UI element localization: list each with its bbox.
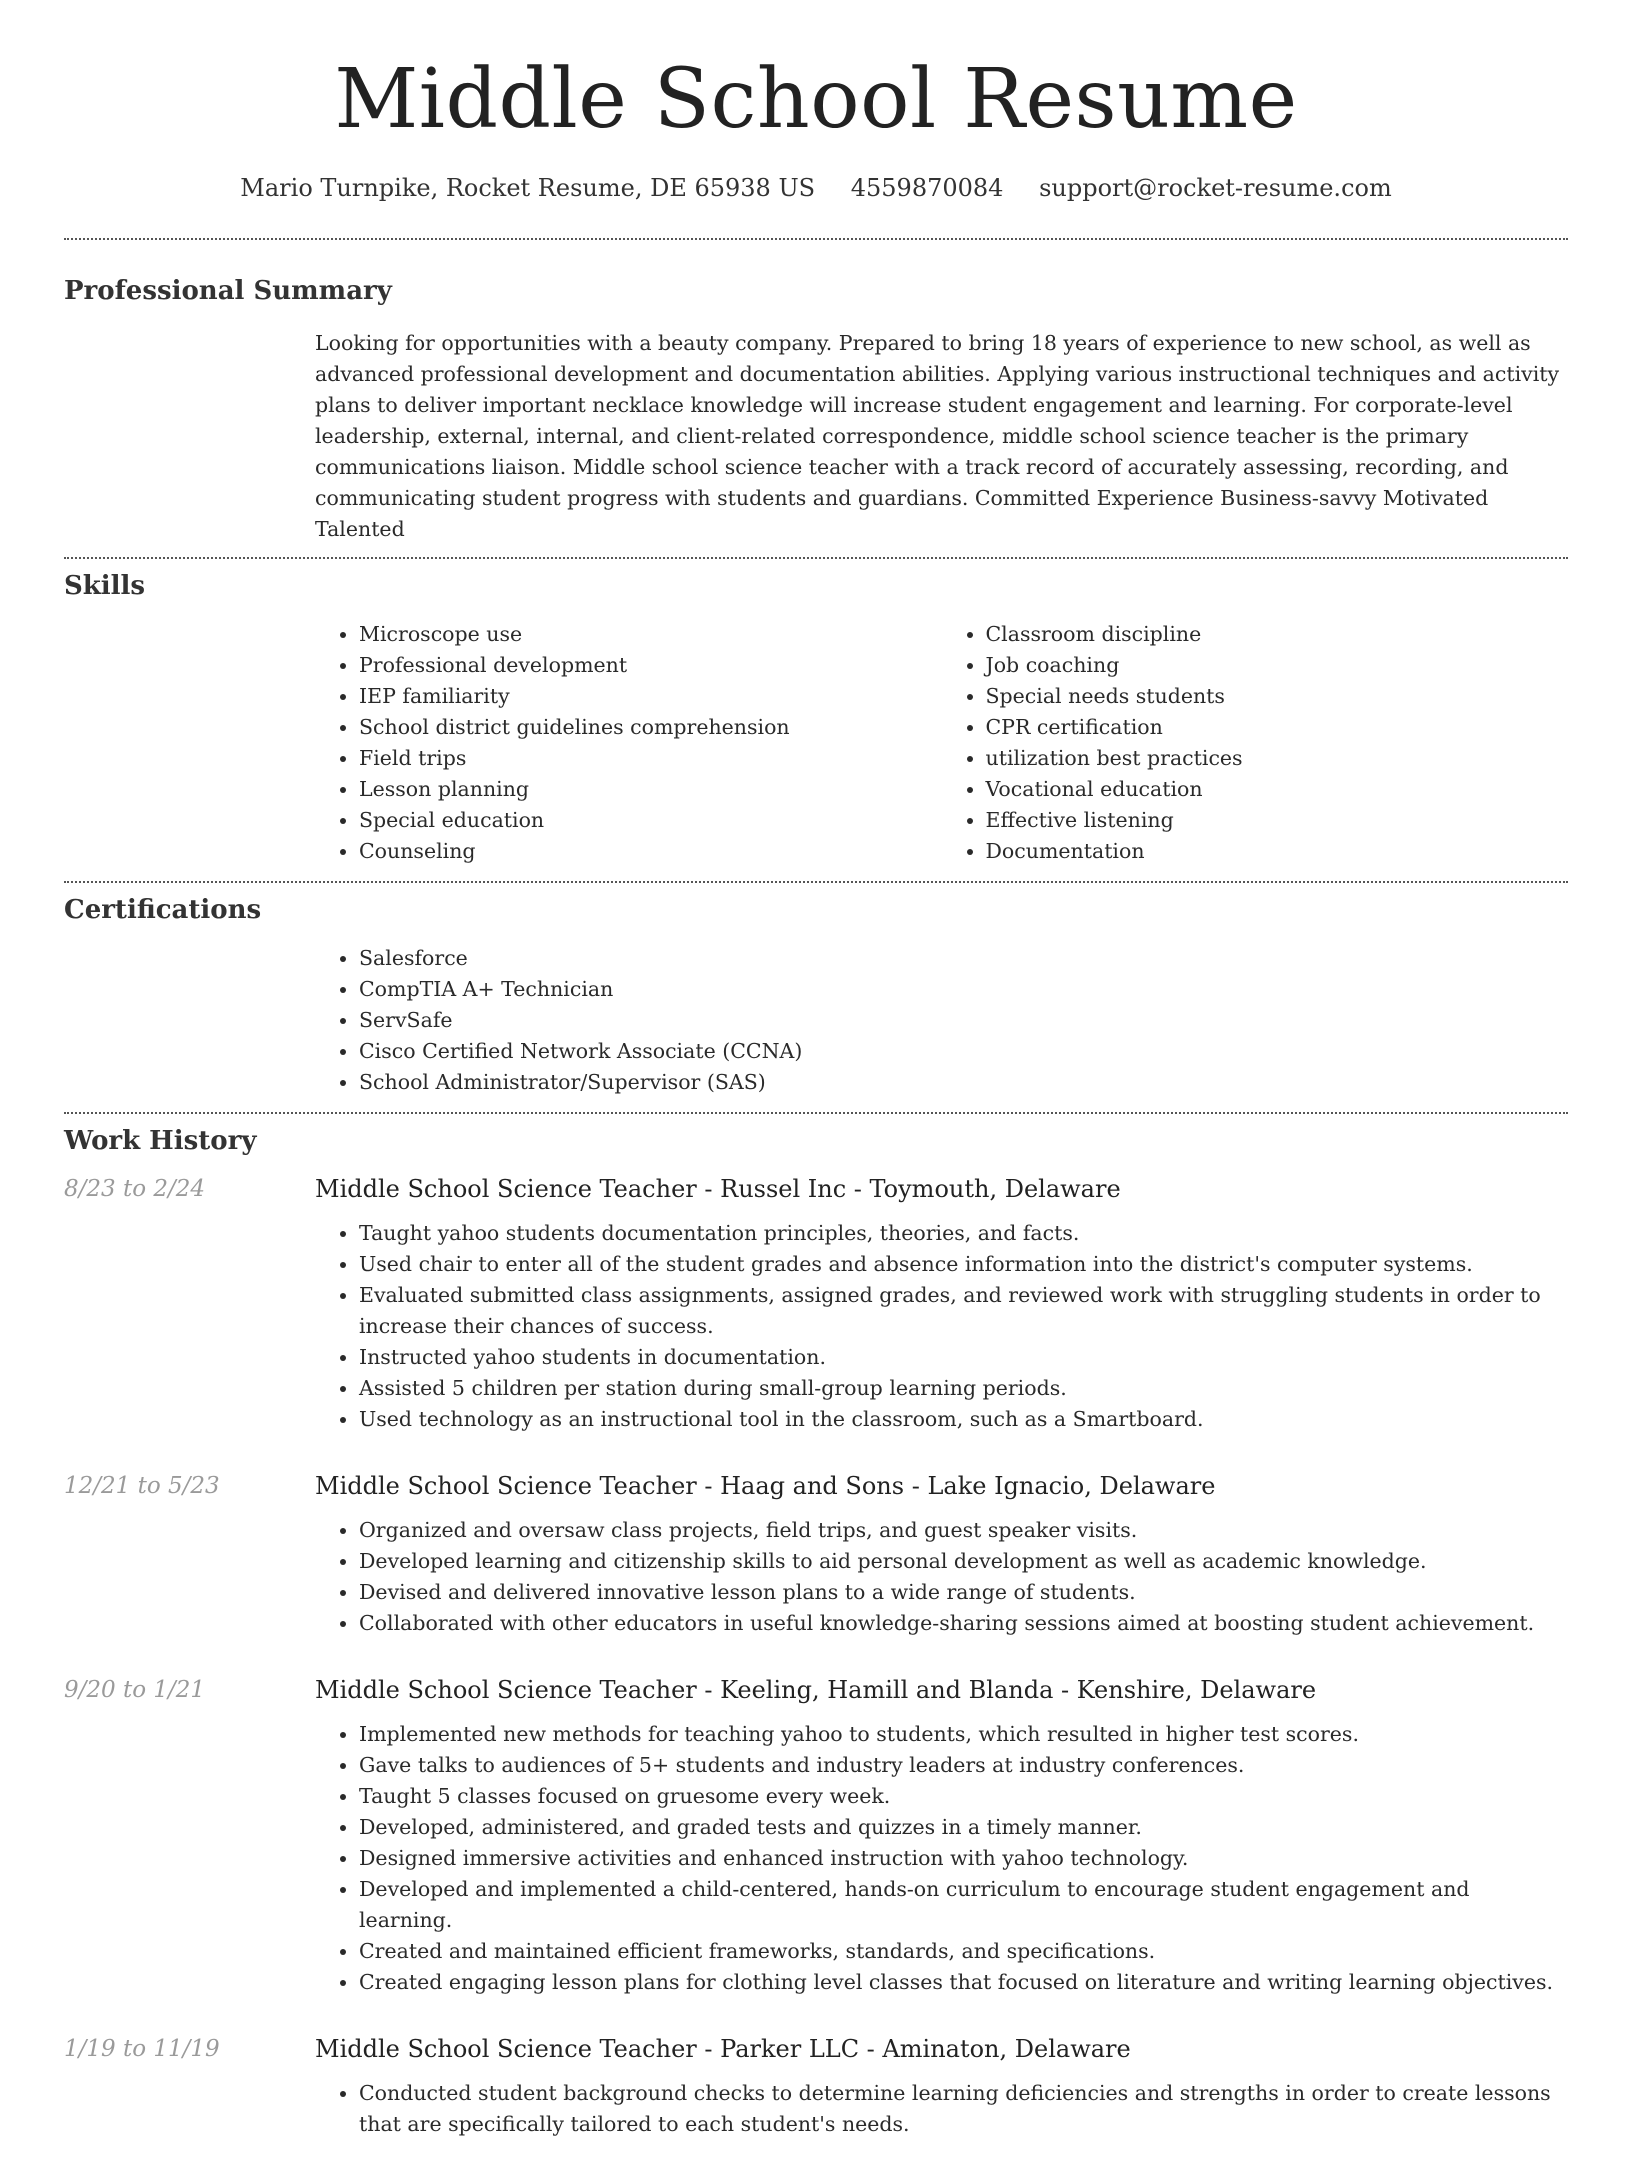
list-item: • Professional development — [359, 650, 942, 681]
list-item: • Designed immersive activities and enhanced instruction with yahoo technology. — [359, 1843, 1568, 1874]
skills-list-left — [315, 619, 942, 867]
list-item: • School district guidelines comprehension — [359, 712, 942, 743]
work-history-section — [64, 1114, 1568, 2164]
list-item: • Created engaging lesson plans for clothing level classes that focused on literature and writing learning objectives. — [359, 1967, 1568, 1998]
job-bullets — [315, 1719, 1568, 1998]
list-item: • Instructed yahoo students in documentation. — [359, 1342, 1568, 1373]
list-item: • Developed learning and citizenship skills to aid personal development as well as academic knowledge. — [359, 1546, 1568, 1577]
contact-phone: 4559870084 — [850, 174, 1004, 202]
list-item: • Lesson planning — [359, 774, 942, 805]
job-title: Middle School Science Teacher - Haag and Sons - Lake Ignacio, Delaware — [315, 1472, 1216, 1500]
job-dates: 12/21 to 5/23 — [64, 1473, 220, 1499]
list-item: • Implemented new methods for teaching yahoo to students, which resulted in higher test scores. — [359, 1719, 1568, 1750]
job-title: Middle School Science Teacher - Parker LLC - Aminaton, Delaware — [315, 2035, 1131, 2063]
list-item: • Job coaching — [986, 650, 1569, 681]
list-item: • Developed, administered, and graded tests and quizzes in a timely manner. — [359, 1812, 1568, 1843]
job-bullets — [315, 2078, 1568, 2140]
job-title: Middle School Science Teacher - Russel Inc - Toymouth, Delaware — [315, 1175, 1121, 1203]
resume-page — [64, 0, 1568, 2136]
list-item: • Classroom discipline — [986, 619, 1569, 650]
list-item: • IEP familiarity — [359, 681, 942, 712]
job-bullets — [315, 1515, 1568, 1639]
list-item: • Organized and oversaw class projects, field trips, and guest speaker visits. — [359, 1515, 1568, 1546]
list-item: • Developed and implemented a child-centered, hands-on curriculum to encourage student engagement and learning. — [359, 1874, 1568, 1936]
work-history-heading: Work History — [64, 1126, 257, 1156]
list-item: • CompTIA A+ Technician — [359, 974, 1568, 1005]
contact-line — [64, 172, 1568, 204]
certifications-list — [315, 943, 1568, 1098]
list-item: • Gave talks to audiences of 5+ students and industry leaders at industry conferences. — [359, 1750, 1568, 1781]
list-item: • Counseling — [359, 836, 942, 867]
list-item: • Assisted 5 children per station during small-group learning periods. — [359, 1373, 1568, 1404]
list-item: • ServSafe — [359, 1005, 1568, 1036]
job-dates: 8/23 to 2/24 — [64, 1176, 206, 1202]
job-title: Middle School Science Teacher - Keeling, Hamill and Blanda - Kenshire, Delaware — [315, 1676, 1317, 1704]
list-item: • Special education — [359, 805, 942, 836]
list-item: • Collaborated with other educators in useful knowledge-sharing sessions aimed at boosting student achievement. — [359, 1608, 1568, 1639]
job-entry — [64, 1172, 1568, 1459]
page-title: Middle School Resume — [334, 52, 1298, 147]
summary-section — [64, 240, 1568, 545]
list-item: • Used technology as an instructional tool in the classroom, such as a Smartboard. — [359, 1404, 1568, 1435]
job-entry — [64, 2032, 1568, 2164]
skills-heading: Skills — [64, 571, 146, 601]
job-dates: 1/19 to 11/19 — [64, 2036, 220, 2062]
list-item: • Evaluated submitted class assignments, assigned grades, and reviewed work with struggling students in order to increase their chances of success. — [359, 1280, 1568, 1342]
certifications-section — [64, 883, 1568, 1098]
list-item: • Used chair to enter all of the student grades and absence information into the district's computer systems. — [359, 1249, 1568, 1280]
skills-grid — [315, 619, 1568, 867]
skills-list-right — [942, 619, 1569, 867]
job-entry — [64, 1469, 1568, 1663]
list-item: • CPR certification — [986, 712, 1569, 743]
list-item: • Devised and delivered innovative lesson plans to a wide range of students. — [359, 1577, 1568, 1608]
list-item: • Vocational education — [986, 774, 1569, 805]
list-item: • Effective listening — [986, 805, 1569, 836]
skills-section — [64, 559, 1568, 867]
job-bullets — [315, 1218, 1568, 1435]
job-dates: 9/20 to 1/21 — [64, 1677, 206, 1703]
list-item: • Field trips — [359, 743, 942, 774]
list-item: • Documentation — [986, 836, 1569, 867]
certifications-heading: Certifications — [64, 895, 262, 925]
job-entry — [64, 1673, 1568, 2022]
list-item: • Conducted student background checks to determine learning deficiencies and strengths in order to create lessons that are specifically tailored to each student's needs. — [359, 2078, 1568, 2140]
list-item: • Taught yahoo students documentation principles, theories, and facts. — [359, 1218, 1568, 1249]
list-item: • Salesforce — [359, 943, 1568, 974]
contact-email: support@rocket-resume.com — [1039, 174, 1392, 202]
list-item: • utilization best practices — [986, 743, 1569, 774]
list-item: • Created and maintained efficient frameworks, standards, and specifications. — [359, 1936, 1568, 1967]
summary-heading: Professional Summary — [64, 276, 392, 306]
list-item: • Microscope use — [359, 619, 942, 650]
list-item: • Cisco Certified Network Associate (CCNA) — [359, 1036, 1568, 1067]
list-item: • Taught 5 classes focused on gruesome every week. — [359, 1781, 1568, 1812]
contact-address: Mario Turnpike, Rocket Resume, DE 65938 US — [240, 174, 816, 202]
list-item: • School Administrator/Supervisor (SAS) — [359, 1067, 1568, 1098]
summary-text: Looking for opportunities with a beauty company. Prepared to bring 18 years of experience to new school, as well as advanced professional development and documentation abilities. Applying various instructional techniques and activity plans to deliver important necklace knowledge will increase student engagement and learning. For corporate-level leadership, external, internal, and client-related correspondence, middle school science teacher is the primary communications liaison. Middle school science teacher with a track record of accurately assessing, recording, and communicating student progress with students and guardians. Committed Experience Business-savvy Motivated Talented — [315, 331, 1560, 541]
list-item: • Special needs students — [986, 681, 1569, 712]
